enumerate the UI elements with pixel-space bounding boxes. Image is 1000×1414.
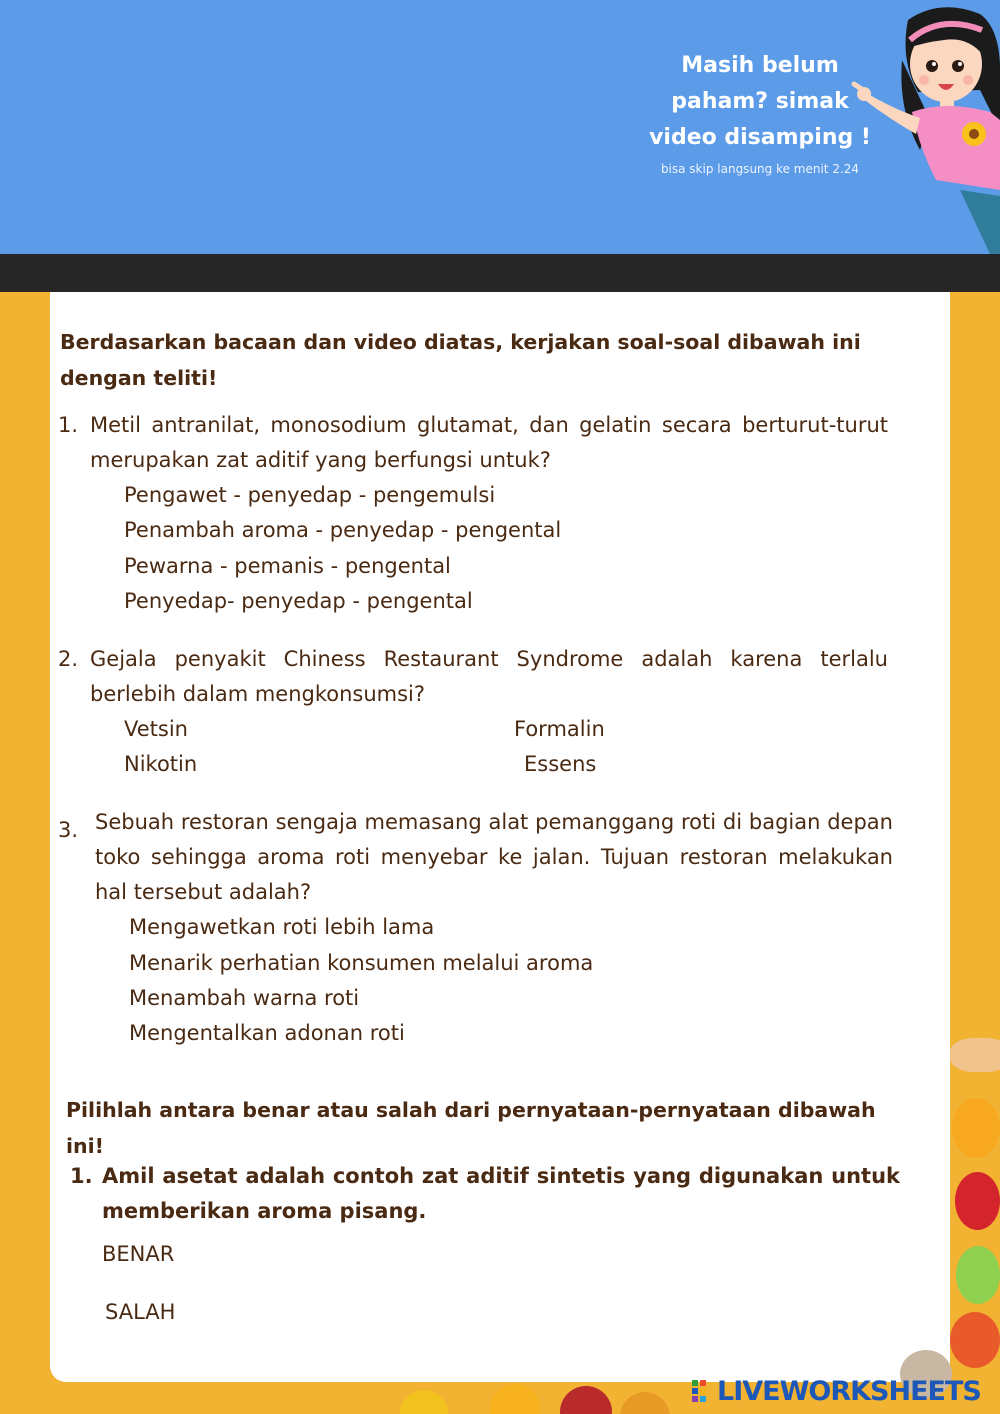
callout-line-3: video disamping ! — [649, 125, 871, 150]
candy-decoration — [490, 1384, 540, 1414]
candy-decoration — [950, 1038, 1000, 1072]
liveworksheets-wordmark: LIVEWORKSHEETS — [717, 1375, 981, 1407]
q3-option-d[interactable]: Mengentalkan adonan roti — [129, 1021, 405, 1045]
q1-option-c[interactable]: Pewarna - pemanis - pengental — [124, 554, 451, 578]
liveworksheets-brand — [692, 1376, 981, 1406]
section2-instruction: Pilihlah antara benar atau salah dari pernyataan-pernyataan dibawah ini! — [66, 1098, 876, 1158]
candy-decoration — [952, 1098, 1000, 1158]
q1-option-d[interactable]: Penyedap- penyedap - pengental — [124, 589, 473, 613]
candy-decoration — [620, 1392, 670, 1414]
callout-line-1: Masih belum — [681, 53, 839, 78]
q3-option-c[interactable]: Menambah warna roti — [129, 986, 360, 1010]
q2-option-d[interactable]: Essens — [524, 752, 597, 776]
answer-salah[interactable]: SALAH — [105, 1300, 176, 1324]
q2-option-b[interactable]: Formalin — [514, 717, 605, 741]
q3-option-b[interactable]: Menarik perhatian konsumen melalui aroma — [129, 951, 594, 975]
callout-line-2: paham? simak — [671, 89, 849, 114]
question-2-number: 2. — [58, 647, 79, 671]
question-2-text: Gejala penyakit Chiness Restaurant Syndrome adalah karena terlalu berlebih dalam mengkonsumsi? — [90, 647, 888, 706]
candy-decoration — [955, 1172, 1000, 1230]
tf-question-1-number: 1. — [70, 1164, 93, 1188]
candy-decoration — [400, 1390, 448, 1414]
question-1-text: Metil antranilat, monosodium glutamat, dan gelatin secara berturut-turut merupakan zat aditif yang berfungsi untuk? — [90, 413, 888, 472]
header-divider — [0, 254, 1000, 292]
tf-question-1-text: Amil asetat adalah contoh zat aditif sintetis yang digunakan untuk memberikan aroma pisang. — [102, 1164, 900, 1223]
candy-decoration — [560, 1386, 612, 1414]
answer-benar[interactable]: BENAR — [102, 1242, 175, 1266]
candy-decoration — [956, 1246, 1000, 1304]
q1-option-a[interactable]: Pengawet - penyedap - pengemulsi — [124, 483, 496, 507]
q3-option-a[interactable]: Mengawetkan roti lebih lama — [129, 915, 435, 939]
q2-option-c[interactable]: Nikotin — [124, 752, 198, 776]
callout-subtitle: bisa skip langsung ke menit 2.24 — [660, 162, 860, 176]
candy-decoration — [950, 1312, 1000, 1368]
question-3-text: Sebuah restoran sengaja memasang alat pemanggang roti di bagian depan toko sehingga aroma roti menyebar ke jalan. Tujuan restoran melakukan hal tersebut adalah? — [95, 810, 893, 904]
q2-option-a[interactable]: Vetsin — [124, 717, 188, 741]
question-3-number: 3. — [58, 818, 79, 842]
q1-option-b[interactable]: Penambah aroma - penyedap - pengental — [124, 518, 562, 542]
section1-instruction: Berdasarkan bacaan dan video diatas, kerjakan soal-soal dibawah ini dengan teliti! — [60, 330, 861, 390]
girl-illustration — [840, 0, 1000, 254]
question-1-number: 1. — [58, 413, 79, 437]
liveworksheets-logo-icon — [692, 1380, 714, 1402]
